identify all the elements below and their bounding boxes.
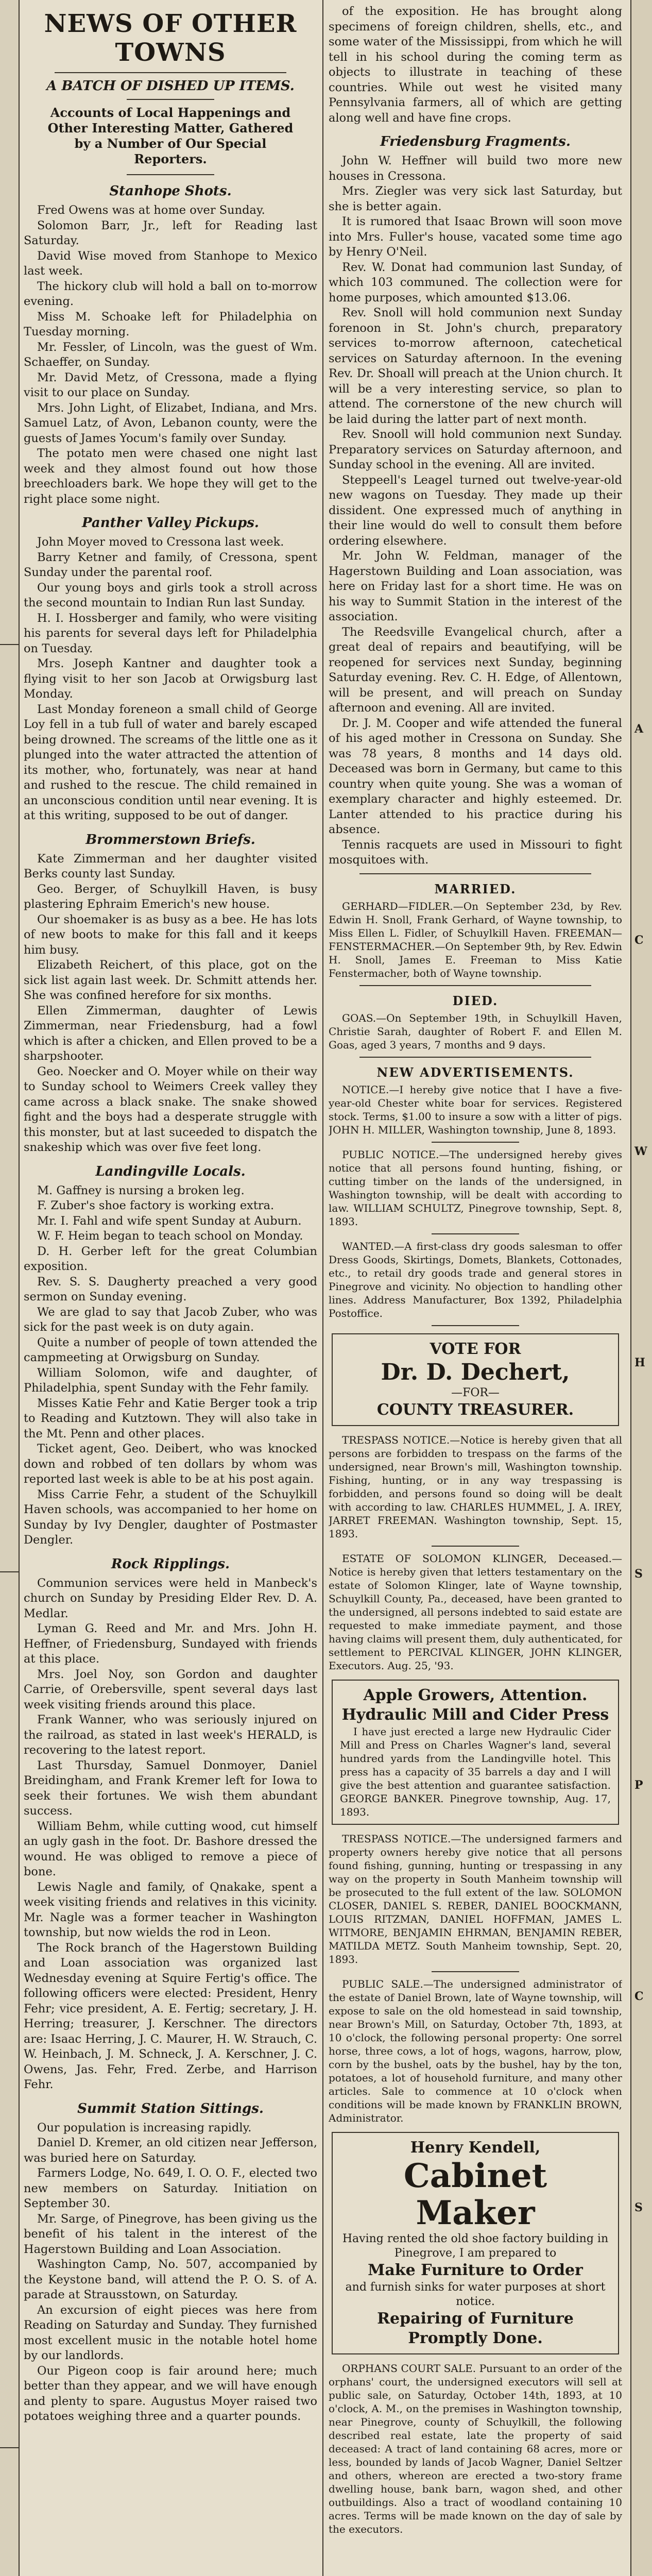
news-item: Washington Camp, No. 507, accompanied by the Keystone band, will attend the P. O. S. of A. parade at Strausstown, on Saturday. — [24, 2258, 317, 2301]
vote-for: —FOR— — [451, 1386, 500, 1399]
vote-line: VOTE FOR — [430, 1340, 521, 1358]
margin-rule — [0, 1571, 19, 1572]
news-item: Miss M. Schoake left for Philadelphia on Tuesday morning. — [24, 310, 317, 338]
cropped-letter: A — [634, 722, 644, 736]
news-item: Dr. J. M. Cooper and wife attended the funeral of his aged mother in Cressona on Sunday. She was 78 years, 8 months and 14 days old. Deceased was born in Germany, but came to this country when quite young. She was a woman of exemplary character and highly esteemed. Dr. Lanter attended to his practice during his absence. — [329, 716, 622, 836]
news-item: Geo. Noecker and O. Moyer while on their way to Sunday school to Weimers Creek valley they came across a black snake. The snake showed fight and the boys had a desperate struggle with this monster, but at last suceeded to dispatch the snakeship which was over five feet long. — [24, 1064, 317, 1154]
kendell-repair: Repairing of Furniture Promptly Done. — [377, 2309, 574, 2347]
cropped-letter: C — [634, 1990, 644, 2003]
section-heading: Summit Station Sittings. — [77, 2100, 264, 2116]
right-column — [329, 0, 622, 2576]
news-item: Quite a number of people of town attended the campmeeting at Orwigsburg on Sunday. — [24, 1335, 317, 1364]
news-item: Mrs. Joseph Kantner and daughter took a flying visit to her son Jacob at Orwigsburg last Monday. — [24, 657, 317, 701]
cropped-letter: C — [634, 934, 644, 947]
news-item: Ticket agent, Geo. Deibert, who was knocked down and robbed of ten dollars by whom was reported last week is able to be at his post again. — [24, 1442, 317, 1486]
news-item: Last Monday foreneon a small child of George Loy fell in a tub full of water and barely escaped being drowned. The screams of the little one as it plunged into the water attracted the attention of its mother, who, fortunately, was near at hand and rushed to the rescue. The child remained in an unconscious condition until near evening. It is at this writing, supposed to be out of danger. — [24, 702, 317, 822]
news-item: Communion services were held in Manbeck's church on Sunday by Presiding Elder Rev. D. A. Medlar. — [24, 1576, 317, 1620]
news-item: It is rumored that Isaac Brown will soon move into Mrs. Fuller's house, vacated some time ago by Henry O'Neil. — [329, 215, 622, 259]
divider — [359, 1057, 591, 1058]
trespass-notice: TRESPASS NOTICE.—Notice is hereby given that all persons are forbidden to trespass on the farms of the undersigned, near Brown's mill, Washington township. Fishing, hunting, or in any way trespassing is forbidden, and persons found so doing will be dealt with according to law. CHARLES HUMMEL, J. A. IREY, JARRET FREEMAN. Washington township, Sept. 15, 1893. — [329, 1433, 622, 1540]
left-column-body — [24, 183, 317, 2425]
news-item: Geo. Berger, of Schuylkill Haven, is busy plastering Ephraim Emerich's new house. — [24, 882, 317, 911]
news-item: M. Gaffney is nursing a broken leg. — [37, 1183, 245, 1197]
estate-notice: ESTATE OF SOLOMON KLINGER, Deceased.—Notice is hereby given that letters testamentary on the estate of Solomon Klinger, late of Wayne township, Schuylkill County, Pa., deceased, have been granted to the undersigned, all persons indebted to said estate are requested to make immediate payment, and those having claims will present them, duly authenticated, for settlement to PERCIVAL KLINGER, JOHN KLINGER, Executors. Aug. 25, '93. — [329, 1552, 622, 1672]
news-item: Our population is increasing rapidly. — [37, 2121, 252, 2134]
news-item: Mr. Fessler, of Lincoln, was the guest of Wm. Schaeffer, on Sunday. — [24, 340, 317, 369]
section-heading: Stanhope Shots. — [109, 183, 232, 199]
news-item: William Behm, while cutting wood, cut himself an ugly gash in the foot. Dr. Bashore dressed the wound. He was obliged to remove a piece of bone. — [24, 1819, 317, 1878]
right-column-news — [329, 4, 622, 868]
candidate-name: Dr. D. Dechert, — [381, 1359, 570, 1385]
column-rule — [322, 0, 323, 2576]
left-column — [24, 0, 317, 2576]
classified-notice: WANTED.—A first-class dry goods salesman to offer Dress Goods, Skirtings, Domets, Blankets, Cottonades, etc., to retail dry goods trade and general stores in Pinegrove and vicinity. No objection to handling other lines. Address Manufacturer, Box 1392, Philadelphia Postoffice. — [329, 1240, 622, 1319]
divider — [432, 1325, 519, 1326]
news-item: Ellen Zimmerman, daughter of Lewis Zimmerman, near Friedensburg, had a fowl which is after a chicken, and Ellen proved to be a sharpshooter. — [24, 1004, 317, 1063]
news-item: Our young boys and girls took a stroll across the second mountain to Indian Run last Sunday. — [24, 581, 317, 609]
cider-press-ad — [332, 1680, 619, 1825]
news-item: Tennis racquets are used in Missouri to fight mosquitoes with. — [329, 838, 622, 867]
news-item: The hickory club will hold a ball on to-morrow evening. — [24, 279, 317, 308]
classified-notice: PUBLIC NOTICE.—The undersigned hereby gives notice that all persons found hunting, fishing, or cutting timber on the lands of the undersigned, in Washington township, will be dealt with according to law. WILLIAM SCHULTZ, Pinegrove township, Sept. 8, 1893. — [329, 1148, 622, 1228]
news-item: Mrs. John Light, of Elizabet, Indiana, and Mrs. Samuel Latz, of Avon, Lebanon county, were the guests of James Yocum's family over Sunday. — [24, 401, 317, 445]
news-item: Daniel D. Kremer, an old citizen near Jefferson, was buried here on Saturday. — [24, 2136, 317, 2165]
deck: Accounts of Local Happenings and Other Interesting Matter, Gathered by a Number of Our Special Reporters. — [47, 105, 294, 166]
news-item: We are glad to say that Jacob Zuber, who was sick for the past week is on duty again. — [24, 1305, 317, 1334]
news-item: Rev. Snooll will hold communion next Sunday. Preparatory services on Saturday afternoon, and Sunday school in the evening. All are invited. — [329, 428, 622, 471]
cropped-letter: S — [634, 1567, 643, 1581]
cider-heading: Hydraulic Mill and Cider Press — [341, 1705, 609, 1724]
divider — [127, 174, 214, 175]
cabinet-maker-ad — [332, 2132, 619, 2354]
vote-ad — [332, 1333, 619, 1426]
section-heading: Brommerstown Briefs. — [85, 832, 255, 848]
section-heading: Friedensburg Fragments. — [380, 134, 571, 149]
news-item: Mrs. Joel Noy, son Gordon and daughter Carrie, of Orebersville, spent several days last week visiting friends around this place. — [24, 1667, 317, 1711]
news-item: Lewis Nagle and family, of Qnakake, spent a week visiting friends and relatives in this vicinity. Mr. Nagle was a former teacher in Washington township, but now wields the rod in Leon. — [24, 1880, 317, 1939]
news-item: Rev. Snoll will hold communion next Sunday forenoon in St. John's church, preparatory services to-morrow afternoon, catechetical services on Saturday afternoon. In the evening Rev. Dr. Shoall will preach at the Union church. It will be a very interesting service, so plan to attend. The cornerstone of the new church will be laid during the latter part of next month. — [329, 306, 622, 426]
news-item: Mr. Sarge, of Pinegrove, has been giving us the benefit of his talent in the interest of the Hagerstown Building and Loan Association. — [24, 2212, 317, 2256]
news-item: Mr. John W. Feldman, manager of the Hagerstown Building and Loan association, was here on Friday last for a short time. He was on his way to Summit Station in the interest of the association. — [329, 549, 622, 623]
news-item: D. H. Gerber left for the great Columbian exposition. — [24, 1244, 317, 1273]
apple-heading: Apple Growers, Attention. — [363, 1686, 588, 1704]
news-item: Mr. David Metz, of Cressona, made a flying visit to our place on Sunday. — [24, 370, 317, 399]
news-item: Our shoemaker is as busy as a bee. He has lots of new boots to make for this fall and it keeps him busy. — [24, 912, 317, 957]
divider — [359, 873, 591, 874]
cropped-letter: P — [634, 1778, 643, 1792]
news-item: Misses Katie Fehr and Katie Berger took a trip to Reading and Kutztown. They will also take in the Mt. Penn and other places. — [24, 1396, 317, 1440]
married-notice: GERHARD—FIDLER.—On September 23d, by Rev. Edwin H. Snoll, Frank Gerhard, of Wayne township, to Miss Ellen L. Fidler, of Schuylkill Haven. FREEMAN—FENSTERMACHER.—On September 9th, by Rev. Edwin H. Snoll, James E. Freeman to Miss Katie Fenstermacher, both of Wayne township. — [329, 900, 622, 979]
married-heading: MARRIED. — [434, 881, 517, 896]
notices-list — [329, 1083, 622, 1326]
office-name: COUNTY TREASURER. — [376, 1400, 574, 1419]
public-sale-notice: PUBLIC SALE.—The undersigned administrator of the estate of Daniel Brown, late of Wayne township, will expose to sale on the old homestead in said township, near Brown's Mill, on Saturday, October 7th, 1893, at 10 o'clock, the following personal property: One sorrel horse, three cows, a lot of hogs, wagons, harrow, plow, corn by the bushel, oats by the bushel, hay by the ton, potatoes, a lot of household furniture, and many other articles. Sale to commence at 10 o'clock when conditions will be made known by FRANKLIN BROWN, Administrator. — [329, 1977, 622, 2124]
news-item: John W. Heffner will build two more new houses in Cressona. — [329, 154, 622, 183]
cropped-letter: S — [634, 2201, 643, 2214]
divider — [432, 1233, 519, 1234]
kendell-trade: Cabinet Maker — [403, 2156, 547, 2232]
trespass-notice-2: TRESPASS NOTICE.—The undersigned farmers and property owners hereby give notice that all persons found fishing, gunning, hunting or trespassing in any way on the property in South Manheim township will be prosecuted to the full extent of the law. SOLOMON CLOSER, DANIEL S. REBER, DANIEL BOOCKMANN, LOUIS RITZMAN, DANIEL HOFFMAN, JAMES L. WITMORE, BENJAMIN EHRMAN, BENJAMIN REBER, MATILDA METZ. South Manheim township, Sept. 20, 1893. — [329, 1832, 622, 1965]
news-item: Fred Owens was at home over Sunday. — [37, 204, 265, 217]
news-item: The Reedsville Evangelical church, after a great deal of repairs and beautifying, will be reopened for services next Sunday, beginning Saturday evening. Rev. C. H. Edge, of Allentown, will be present, and will preach on Sunday afternoon and evening. All are invited. — [329, 625, 622, 715]
news-item: Kate Zimmerman and her daughter visited Berks county last Sunday. — [24, 852, 317, 880]
divider — [432, 1971, 519, 1972]
died-notice: GOAS.—On September 19th, in Schuylkill Haven, Christie Sarah, daughter of Robert F. and Ellen M. Goas, aged 3 years, 7 months and 9 days. — [329, 1011, 622, 1051]
kendell-slogan: Make Furniture to Order — [368, 2261, 583, 2279]
news-item: W. F. Heim began to teach school on Monday. — [37, 1229, 303, 1243]
news-item: H. I. Hossberger and family, who were visiting his parents for several days left for Philadelphia on Tuesday. — [24, 611, 317, 655]
news-item: Farmers Lodge, No. 649, I. O. O. F., elected two new members on Saturday. Initiation on September 30. — [24, 2166, 317, 2210]
news-item: Rev. W. Donat had communion last Sunday, of which 103 communed. The collection were for home purposes, which amounted $13.06. — [329, 260, 622, 304]
news-item: An excursion of eight pieces was here from Reading on Saturday and Sunday. They furnished most excellent music in the notable hotel home by our landlords. — [24, 2303, 317, 2362]
news-item: Solomon Barr, Jr., left for Reading last Saturday. — [24, 218, 317, 247]
divider — [432, 1546, 519, 1547]
cropped-letter: W — [634, 1145, 647, 1158]
news-item: Steppeell's Leagel turned out twelve-year-old new wagons on Tuesday. They made up their dissident. One expressed much of anything in their line would do well to consult them before ordering elsewhere. — [329, 473, 622, 548]
kendell-text: Having rented the old shoe factory building in Pinegrove, I am prepared to — [342, 2232, 609, 2260]
divider — [359, 985, 591, 986]
left-margin-strip — [0, 0, 20, 2576]
news-item: Our Pigeon coop is fair around here; much better than they appear, and we will have enough and plenty to spare. Augustus Moyer raised two potatoes weighing three and a quarter pounds. — [24, 2364, 317, 2423]
news-item: Barry Ketner and family, of Cressona, spent Sunday under the parental roof. — [24, 550, 317, 579]
news-item: David Wise moved from Stanhope to Mexico last week. — [24, 249, 317, 278]
cider-text: I have just erected a large new Hydraulic Cider Mill and Press on Charles Wagner's land, several hundred yards from the Landingville hotel. This press has a capacity of 35 barrels a day and I will give the best attention and guarantee satisfaction. GEORGE BANKER. Pinegrove township, Aug. 17, 1893. — [340, 1725, 611, 1818]
divider — [55, 72, 286, 73]
news-item: William Solomon, wife and daughter, of Philadelphia, spent Sunday with the Fehr family. — [24, 1366, 317, 1395]
divider — [127, 99, 214, 100]
new-advertisements-heading: NEW ADVERTISEMENTS. — [376, 1064, 574, 1080]
margin-rule — [0, 644, 19, 645]
right-margin-strip — [630, 0, 652, 2576]
news-item: The Rock branch of the Hagerstown Building and Loan association was organized last Wednesday evening at Squire Fertig's office. The following officers were elected: President, Henry Fehr; vice president, A. E. Fertig; secretary, J. H. Herring; treasurer, J. Kerschner. The directors are: Isaac Herring, J. C. Maurer, H. W. Strauch, C. W. Heinbach, J. M. Schneck, J. A. Kerschner, J. C. Owens, Jas. Fehr, Fred. Zerbe, and Harrison Fehr. — [24, 1941, 317, 2091]
kendell-name: Henry Kendell, — [410, 2138, 541, 2157]
divider — [432, 1142, 519, 1143]
news-item: Miss Carrie Fehr, a student of the Schuylkill Haven schools, was accompanied to her home on Sunday by Ivy Dengler, daughter of Postmaster Dengler. — [24, 1487, 317, 1547]
section-heading: Rock Ripplings. — [111, 1556, 230, 1572]
section-heading: Landingville Locals. — [95, 1163, 246, 1179]
cropped-letter: H — [634, 1356, 645, 1369]
news-item: F. Zuber's shoe factory is working extra. — [37, 1199, 274, 1212]
news-item: John Moyer moved to Cressona last week. — [37, 535, 284, 549]
news-item: Mr. I. Fahl and wife spent Sunday at Auburn. — [37, 1214, 302, 1228]
classified-notice: NOTICE.—I hereby give notice that I have a five-year-old Chester white boar for services. Registered stock. Terms, $1.00 to insure a sow with a litter of pigs. JOHN H. MILLER, Washington township, June 8, 1893. — [329, 1083, 622, 1136]
news-item: Last Thursday, Samuel Donmoyer, Daniel Breidingham, and Frank Kremer left for Iowa to seek their fortunes. We wish them abundant success. — [24, 1758, 317, 1818]
news-item: Elizabeth Reichert, of this place, got on the sick list again last week. Dr. Schmitt attends her. She was confined herefore for six months. — [24, 958, 317, 1002]
kendell-text-2: and furnish sinks for water purposes at short notice. — [345, 2280, 606, 2308]
news-item: Lyman G. Reed and Mr. and Mrs. John H. Heffner, of Friedensburg, Sundayed with friends at this place. — [24, 1622, 317, 1666]
orphans-court-notice: ORPHANS COURT SALE. Pursuant to an order of the orphans' court, the undersigned executors will sell at public sale, on Saturday, October 14th, 1893, at 10 o'clock, A. M., on the premises in Washington township, near Pinegrove, county of Schuylkill, the following described real estate, late the property of said deceased: A tract of land containing 68 acres, more or less, bounded by lands of Jacob Wagner, Daniel Seltzer and others, whereon are erected a two-story frame dwelling house, bank barn, wagon shed, and other outbuildings. Also a tract of woodland containing 10 acres. Terms will be made known on the day of sale by the executors. — [329, 2362, 622, 2535]
margin-rule — [0, 2447, 19, 2448]
news-item: of the exposition. He has brought along specimens of foreign children, shells, etc., and some water of the Mississippi, from which he will tell in his school during the coming term as objects to illustrate in teaching of these countries. While out west he visited many Pennsylvania farmers, all of which are getting along well and have fine crops. — [329, 5, 622, 125]
news-item: Frank Wanner, who was seriously injured on the railroad, as stated in last week's HERALD, is recovering to the latest report. — [24, 1713, 317, 1757]
news-item: Mrs. Ziegler was very sick last Saturday, but she is better again. — [329, 184, 622, 213]
died-heading: DIED. — [452, 993, 499, 1008]
masthead: NEWS OF OTHER TOWNS — [44, 9, 297, 67]
news-item: The potato men were chased one night last week and they almost found out how those breechloaders bark. We hope they will get to the right place some night. — [24, 447, 317, 506]
subhead: A BATCH OF DISHED UP ITEMS. — [46, 78, 295, 94]
news-item: Rev. S. S. Daugherty preached a very good sermon on Sunday evening. — [24, 1275, 317, 1303]
section-heading: Panther Valley Pickups. — [82, 515, 259, 531]
